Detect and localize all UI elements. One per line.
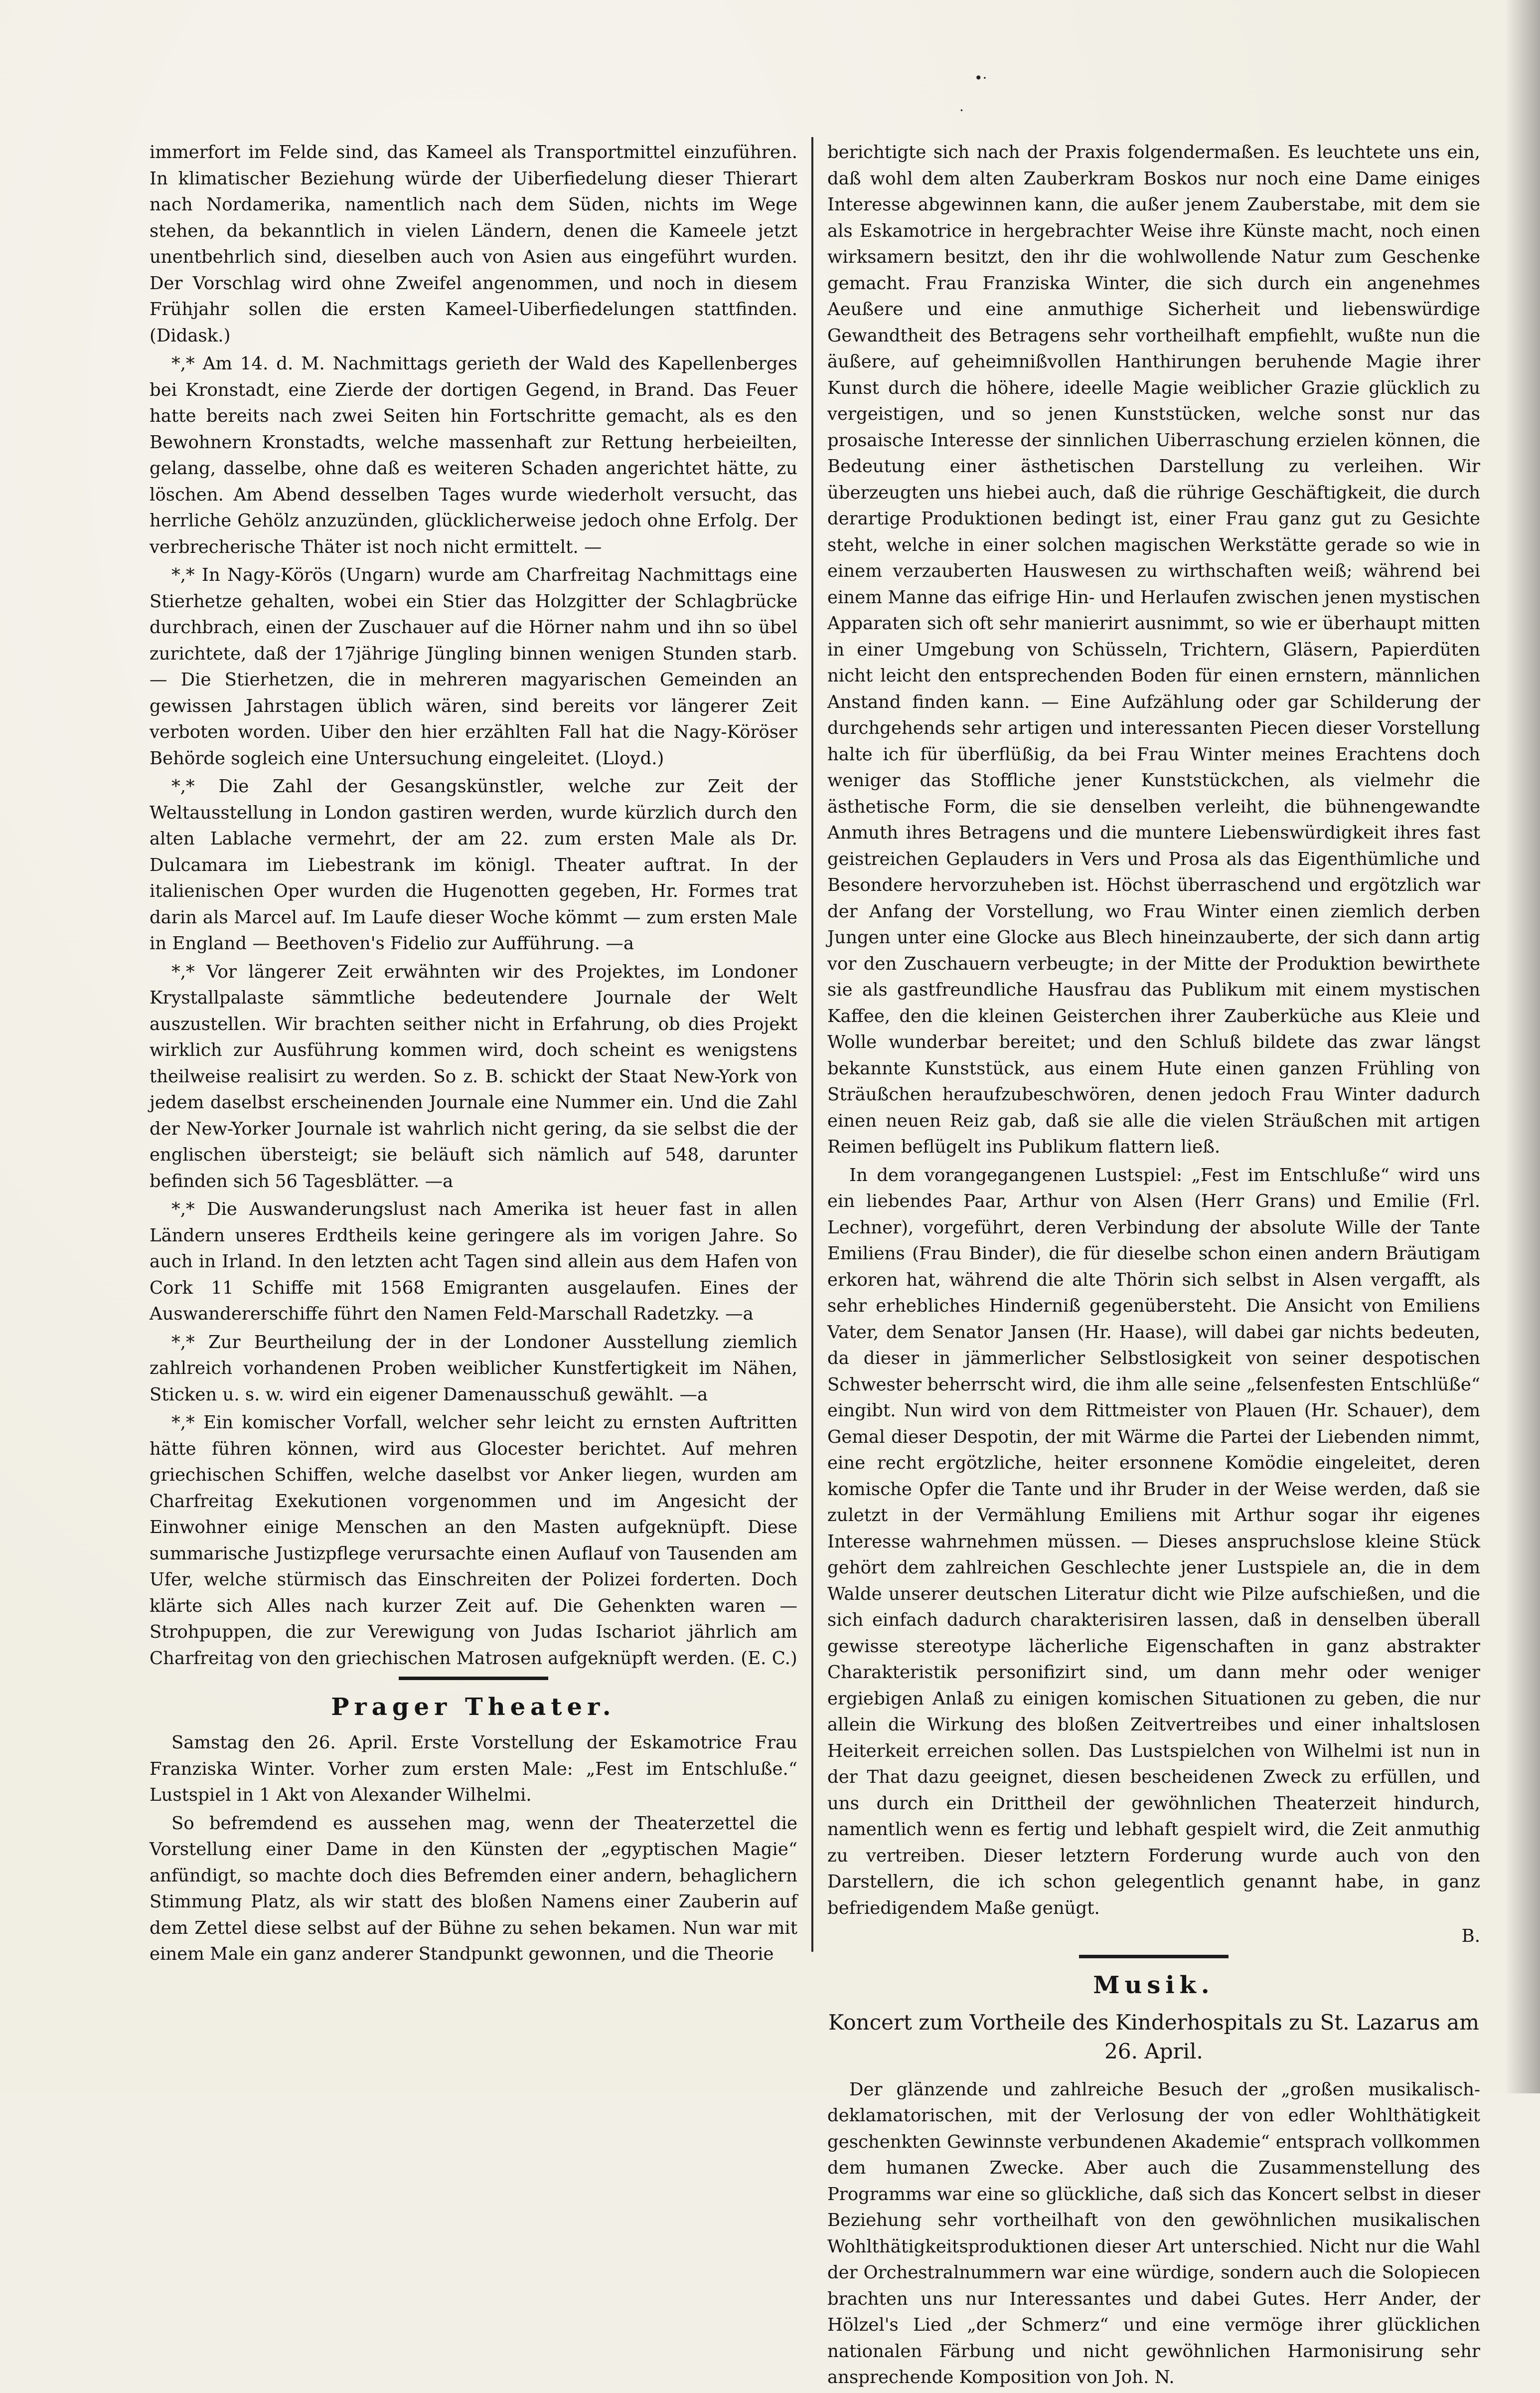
theater-announcement: Samstag den 26. April. Erste Vorstellung der Eskamotrice Frau Franziska Winter. Vorher zum ersten Male: „Fest im Entschluße.“ Lustspiel in 1 Akt von Alexander Wilhelmi. bbox=[150, 1732, 797, 1805]
section-divider bbox=[1079, 1955, 1229, 1958]
print-mark: •· bbox=[974, 70, 987, 86]
news-item-london-singers: *,* Die Zahl der Gesangskünstler, welche zur Zeit der Weltausstellung in London gastiren werden, wurde kürzlich durch den alten Lablache vermehrt, der am 22. zum ersten Male als Dr. Dulcamara im Liebestrank im königl. Theater auftrat. In der italienischen Oper wurden die Hugenotten gegeben, Hr. Formes trat darin als Marcel auf. Im Laufe dieser Woche kömmt — zum ersten Male in England — Beethoven's Fidelio zur Aufführung. —a bbox=[150, 776, 797, 954]
print-mark: · bbox=[959, 102, 964, 119]
section-divider bbox=[399, 1677, 548, 1680]
article-paragraph: immerfort im Felde sind, das Kameel als Transportmittel einzuführen. In klimatischer Beziehung würde der Uiberfiedelung dieser Thierart nach Nordamerika, namentlich nach dem Süden, nichts im Wege stehen, da bekanntlich in vielen Ländern, denen die Kameele jetzt unentbehrlich sind, dieselben auch von Asien aus eingeführt wurden. Der Vorschlag wird ohne Zweifel angenommen, und noch in diesem Frühjahr sollen die ersten Kameel-Uiberfiedelungen stattfinden. (Didask.) bbox=[150, 142, 797, 346]
left-column bbox=[150, 140, 797, 1970]
news-item-ladies-committee: *,* Zur Beurtheilung der in der Londoner Ausstellung ziemlich zahlreich vorhandenen Proben weiblicher Kunstfertigkeit im Nähen, Sticken u. s. w. wird ein eigener Damenausschuß gewählt. —a bbox=[150, 1332, 797, 1405]
comedy-review-paragraph: In dem vorangegangenen Lustspiel: „Fest im Entschluße“ wird uns ein liebendes Paar, Arthur von Alsen (Herr Grans) und Emilie (Frl. Lechner), vorgeführt, deren Verbindung der absolute Wille der Tante Emiliens (Frau Binder), die für dieselbe schon einen andern Bräutigam erkoren hat, während die alte Thörin sich selbst in Alsen vergafft, als sehr erhebliches Hinderniß gegenübersteht. Die Ansicht von Emiliens Vater, dem Senator Jansen (Hr. Haase), will dabei gar nichts bedeuten, da dieser in jämmerlicher Selbstlosigkeit von seiner despotischen Schwester beherrscht wird, die ihm alle seine „felsenfesten Entschlüße“ eingibt. Nun wird von dem Rittmeister von Plauen (Hr. Schauer), dem Gemal dieser Despotin, der mit Wärme die Partei der Liebenden nimmt, eine recht ergötzliche, heiter ersonnene Komödie eingeleitet, deren komische Opfer die Tante und ihr Bruder in der Weise werden, daß sie zuletzt in der Vermählung Emiliens mit Arthur sogar ihr eigenes Interesse wahrnehmen müssen. — Dieses anspruchslose kleine Stück gehört dem zahlreichen Geschlechte jener Lustspiele an, die in dem Walde unserer deutschen Literatur dicht wie Pilze aufschießen, und die sich einfach dadurch charakterisiren lassen, daß in denselben überall gewisse stereotype lächerliche Eigenschaften in ganz abstrakter Charakteristik personifizirt sind, um dann mehr oder weniger ergiebigen Anlaß zu einigen komischen Situationen zu geben, die nur allein die Wirkung des bloßen Zeitvertreibes und einer inhaltslosen Heiterkeit erreichen sollen. Das Lustspielchen von Wilhelmi ist nun in der That dazu geeignet, diesen bescheidenen Zweck zu erfüllen, und uns durch ein Drittheil der gewöhnlichen Theaterzeit hindurch, namentlich wenn es fertig und lebhaft gespielt wird, die Zeit anmuthig zu vertreiben. Dieser letztern Forderung wurde auch von den Darstellern, die ich schon gelegentlich genannt habe, in ganz befriedigendem Maße genügt. bbox=[827, 1165, 1480, 1918]
concert-review-paragraph: Der glänzende und zahlreiche Besuch der „großen musikalisch-deklamatorischen, mit der Verlosung der von edler Wohlthätigkeit geschenkten Gewinnste verbundenen Akademie“ entsprach vollkommen dem humanen Zwecke. Aber auch die Zusammenstellung des Programms war eine so glückliche, daß sich das Koncert selbst in dieser Beziehung sehr vortheilhaft von den gewöhnlichen musikalischen Wohlthätigkeitsproduktionen dieser Art unterschied. Nicht nur die Wahl der Orchestralnummern war eine würdige, sondern auch die Solopiecen brachten uns nur Interessantes und dabei Gutes. Herr Ander, der Hölzel's Lied „der Schmerz“ und eine vermöge ihrer glücklichen nationalen Färbung und nicht gewöhnlichen Harmonisirung sehr ansprechende Komposition von Joh. N. bbox=[827, 2079, 1480, 2388]
news-item-nagy-koros: *,* In Nagy-Körös (Ungarn) wurde am Charfreitag Nachmittags eine Stierhetze gehalten, wobei ein Stier das Holzgitter der Schlagbrücke durchbrach, einen der Zuschauer auf die Hörner nahm und ihn so übel zurichtete, daß der 17jährige Jüngling binnen wenigen Stunden starb. — Die Stierhetzen, die in mehreren magyarischen Gemeinden an gewissen Jahrstagen üblich wären, sind bereits vor längerer Zeit verboten worden. Uiber den hier erzählten Fall hat die Nagy-Köröser Behörde sogleich eine Untersuchung eingeleitet. (Lloyd.) bbox=[150, 565, 797, 769]
theater-section-title: Prager Theater. bbox=[331, 1693, 616, 1721]
news-item-kronstadt: *,* Am 14. d. M. Nachmittags gerieth der Wald des Kapellenberges bei Kronstadt, eine Zierde der dortigen Gegend, in Brand. Das Feuer hatte bereits nach zwei Seiten hin Fortschritte gemacht, als es den Bewohnern Kronstadts, welche massenhaft zur Rettung herbeieilten, gelang, dasselbe, ohne daß es weiteren Schaden angerichtet hätte, zu löschen. Am Abend desselben Tages wurde wiederholt versucht, das herrliche Gehölz anzuzünden, glücklicherweise jedoch ohne Erfolg. Der verbrecherische Thäter ist noch nicht ermittelt. — bbox=[150, 353, 797, 557]
concert-subtitle: Koncert zum Vortheile des Kinderhospitals zu St. Lazarus am 26. April. bbox=[828, 2010, 1479, 2063]
news-item-crystal-palace: *,* Vor längerer Zeit erwähnten wir des Projektes, im Londoner Krystallpalaste sämmtliche bedeutendere Journale der Welt auszustellen. Wir brachten seither nicht in Erfahrung, ob dies Projekt wirklich zur Ausführung kommen wird, doch scheint es wenigstens theilweise realisirt zu werden. So z. B. schickt der Staat New-York von jedem daselbst erscheinenden Journale eine Nummer ein. Und die Zahl der New-Yorker Journale ist wahrlich nicht gering, da sie selbst die der englischen übersteigt; sie beläuft sich nämlich auf 548, darunter befinden sich 56 Tagesblätter. —a bbox=[150, 961, 797, 1192]
news-item-glocester: *,* Ein komischer Vorfall, welcher sehr leicht zu ernsten Auftritten hätte führen können, wird aus Glocester berichtet. Auf mehren griechischen Schiffen, welche daselbst vor Anker liegen, wurden am Charfreitag Exekutionen vorgenommen und im Angesicht der Einwohner einige Menschen an den Masten aufgeknüpft. Diese summarische Justizpflege verursachte einen Auflauf von Tausenden am Ufer, welche stürmisch das Einschreiten der Polizei forderten. Doch klärte sich Alles nach kurzer Zeit auf. Die Gehenkten waren — Strohpuppen, die zur Verewigung von Judas Ischariot jährlich am Charfreitag von den griechischen Matrosen aufgeknüpft werden. (E. C.) bbox=[150, 1412, 797, 1669]
signature: B. bbox=[1461, 1926, 1480, 1946]
theater-review-paragraph: So befremdend es aussehen mag, wenn der Theaterzettel die Vorstellung einer Dame in den Künsten der „egyptischen Magie“ anfündigt, so machte doch dies Befremden einer andern, behaglichern Stimmung Platz, als wir statt des bloßen Namens einer Zauberin auf dem Zettel diese selbst auf der Bühne zu sehen bekamen. Nun war mit einem Male ein ganz anderer Standpunkt gewonnen, und die Theorie bbox=[150, 1813, 797, 1964]
news-item-emigration: *,* Die Auswanderungslust nach Amerika ist heuer fast in allen Ländern unseres Erdtheils keine geringere als im vorigen Jahre. So auch in Irland. In den letzten acht Tagen sind allein aus dem Hafen von Cork 11 Schiffe mit 1568 Emigranten ausgelaufen. Eines der Auswandererschiffe führt den Namen Feld-Marschall Radetzky. —a bbox=[150, 1199, 797, 1324]
theater-review-continued: berichtigte sich nach der Praxis folgendermaßen. Es leuchtete uns ein, daß wohl dem alten Zauberkram Boskos nur noch eine Dame einiges Interesse abgewinnen kann, die außer jenem Zauberstabe, mit dem sie als Eskamotrice in hergebrachter Weise ihre Künste macht, noch einen wirksamern besitzt, den ihr die wohlwollende Natur zum Geschenke gemacht. Frau Franziska Winter, die sich durch ein angenehmes Aeußere und eine anmuthige Sicherheit und liebenswürdige Gewandtheit des Betragens sehr vortheilhaft empfiehlt, wußte nun die äußere, auf geheimnißvollen Hanthirungen beruhende Magie ihrer Kunst durch die höhere, ideelle Magie weiblicher Grazie glücklich zu vergeistigen, und so jenen Kunststücken, welche sonst nur das prosaische Interesse der sinnlichen Uiberraschung erzielen können, die Bedeutung einer ästhetischen Darstellung zu verleihen. Wir überzeugten uns hiebei auch, daß die rührige Geschäftigkeit, die durch derartige Produktionen bedingt ist, einer Frau ganz gut zu Gesichte steht, welche in einer solchen magischen Werkstätte gerade so wie in einem verzauberten Hauswesen zu wirthschaften weiß; während bei einem Manne das eifrige Hin- und Herlaufen zwischen jenen mystischen Apparaten sich oft sehr manierirt ausnimmt, so wie er überhaupt mitten in einer Umgebung von Schüsseln, Trichtern, Gläsern, Papierdüten nicht leicht den entsprechenden Boden für einen ernstern, männlichen Anstand finden kann. — Eine Aufzählung oder gar Schilderung der durchgehends sehr artigen und interessanten Piecen dieser Vorstellung halte ich für überflüßig, da bei Frau Winter meines Erachtens doch weniger das Stoffliche jener Kunststückchen, als vielmehr die ästhetische Form, die sie denselben verleiht, die bühnengewandte Anmuth ihres Betragens und die muntere Liebenswürdigkeit ihres fast geistreichen Geplauders in Vers und Prosa als das Eigenthümliche und Besondere hervorzuheben ist. Höchst überraschend und ergötzlich war der Anfang der Vorstellung, wo Frau Winter einen ziemlich derben Jungen unter eine Glocke aus Blech hineinzauberte, der sich dann artig vor den Zuschauern verbeugte; in der Mitte der Produktion bewirthete sie als gastfreundliche Hausfrau das Publikum mit einem mystischen Kaffee, den die kleinen Geisterchen ihrer Zauberküche aus Kleie und Wolle wunderbar bereitet; und den Schluß bildete das zwar längst bekannte Kunststück, aus einem Hute einen ganzen Frühling von Sträußchen heraufzubeschwören, denen jedoch Frau Winter dadurch einen neuen Reiz gab, daß sie alle die vielen Sträußchen mit artigen Reimen beflügelt ins Publikum flattern ließ. bbox=[827, 142, 1480, 1157]
scan-edge-shadow bbox=[1505, 0, 1540, 2093]
column-divider bbox=[811, 137, 813, 1952]
music-section-title: Musik. bbox=[1093, 1971, 1215, 1999]
right-column bbox=[827, 140, 1480, 2393]
